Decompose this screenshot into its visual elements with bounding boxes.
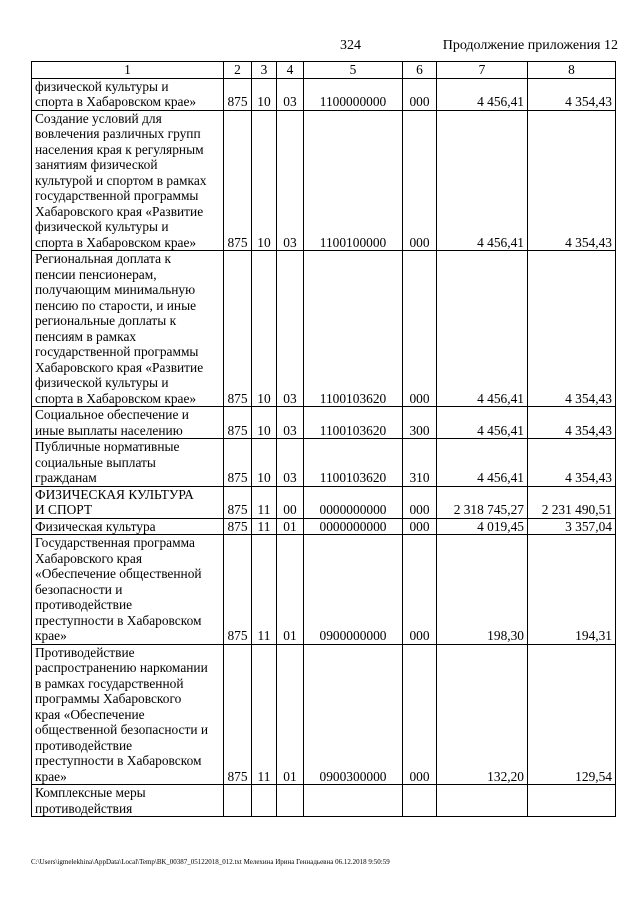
cell-c7: 4 456,41 xyxy=(437,78,528,110)
column-header-6: 6 xyxy=(403,62,437,79)
row-name-line: противодействие xyxy=(35,737,133,753)
row-name-line: государственной программы xyxy=(35,344,199,359)
row-name-line: распространению наркомании xyxy=(35,660,208,675)
column-header-3: 3 xyxy=(252,62,277,79)
cell-c4: 03 xyxy=(277,251,304,407)
cell-c4: 01 xyxy=(277,644,304,785)
cell-c7: 4 456,41 xyxy=(437,251,528,407)
row-name-line: преступности в Хабаровском xyxy=(35,612,202,628)
cell-c3: 10 xyxy=(252,407,277,439)
column-header-7: 7 xyxy=(437,62,528,79)
row-name-line: физической культуры и xyxy=(35,78,169,94)
cell-c2: 875 xyxy=(224,535,252,645)
cell-c6: 000 xyxy=(403,78,437,110)
cell-c8: 4 354,43 xyxy=(528,251,616,407)
cell-c8: 4 354,43 xyxy=(528,407,616,439)
row-name-line: Физическая культура xyxy=(35,518,156,534)
row-name-line: иные выплаты населению xyxy=(35,422,183,438)
row-name-line: в рамках государственной xyxy=(35,675,184,691)
file-path-footer: C:\Users\igmelekhina\AppData\Local\Temp\ВК_00387_05122018_012.txt Мелехина Ирина Геннадьевна 06.12.2018 9:50:59 xyxy=(31,858,390,866)
cell-c5: 1100100000 xyxy=(304,110,403,251)
row-name-line: края «Обеспечение xyxy=(35,706,145,722)
cell-c6: 000 xyxy=(403,251,437,407)
row-name xyxy=(32,518,224,535)
cell-c6: 310 xyxy=(403,439,437,487)
cell-c4: 03 xyxy=(277,78,304,110)
cell-c2 xyxy=(224,785,252,817)
cell-c6: 000 xyxy=(403,644,437,785)
row-name-line: спорта в Хабаровском крае» xyxy=(35,234,197,250)
row-name-line: И СПОРТ xyxy=(35,502,93,517)
row-name-line: пенсию по старости, и иные xyxy=(35,297,197,313)
table-row xyxy=(32,644,616,785)
row-name-line: Комплексные меры xyxy=(35,785,146,800)
cell-c3: 10 xyxy=(252,439,277,487)
row-name-line: Государственная программа xyxy=(35,535,195,550)
row-name-line: Хабаровского края «Развитие xyxy=(35,203,204,219)
row-name-line: Противодействие xyxy=(35,644,135,660)
cell-c8: 2 231 490,51 xyxy=(528,486,616,518)
row-name-line: Публичные нормативные xyxy=(35,439,180,454)
cell-c4: 00 xyxy=(277,486,304,518)
cell-c3: 11 xyxy=(252,644,277,785)
table-row xyxy=(32,486,616,518)
row-name-line: «Обеспечение общественной xyxy=(35,566,202,581)
cell-c5: 0900000000 xyxy=(304,535,403,645)
cell-c2: 875 xyxy=(224,644,252,785)
cell-c7: 4 456,41 xyxy=(437,439,528,487)
column-header-2: 2 xyxy=(224,62,252,79)
cell-c2: 875 xyxy=(224,486,252,518)
row-name-line: крае» xyxy=(35,628,67,643)
table-row xyxy=(32,518,616,535)
budget-table xyxy=(31,61,616,817)
column-header-5: 5 xyxy=(304,62,403,79)
cell-c5: 0000000000 xyxy=(304,518,403,535)
column-header-8: 8 xyxy=(528,62,616,79)
row-name-line: противодействия xyxy=(35,800,133,816)
cell-c4: 01 xyxy=(277,518,304,535)
cell-c2: 875 xyxy=(224,110,252,251)
row-name-line: вовлечения различных групп xyxy=(35,126,201,141)
cell-c8: 4 354,43 xyxy=(528,78,616,110)
row-name-line: социальные выплаты xyxy=(35,454,156,470)
row-name xyxy=(32,439,224,487)
cell-c6 xyxy=(403,785,437,817)
cell-c3: 11 xyxy=(252,486,277,518)
cell-c8: 129,54 xyxy=(528,644,616,785)
cell-c4: 01 xyxy=(277,535,304,645)
cell-c7: 2 318 745,27 xyxy=(437,486,528,518)
row-name-line: программы Хабаровского xyxy=(35,691,182,706)
cell-c8 xyxy=(528,785,616,817)
row-name-line: физической культуры и xyxy=(35,219,169,234)
row-name-line: пенсиям в рамках xyxy=(35,328,137,344)
cell-c5: 1100000000 xyxy=(304,78,403,110)
cell-c3 xyxy=(252,785,277,817)
table-row xyxy=(32,407,616,439)
table-row xyxy=(32,78,616,110)
row-name-line: безопасности и xyxy=(35,581,123,597)
cell-c6: 000 xyxy=(403,535,437,645)
row-name-line: ФИЗИЧЕСКАЯ КУЛЬТУРА xyxy=(35,486,194,502)
cell-c2: 875 xyxy=(224,407,252,439)
row-name xyxy=(32,535,224,645)
cell-c5: 1100103620 xyxy=(304,439,403,487)
row-name-line: Создание условий для xyxy=(35,110,162,126)
cell-c4: 03 xyxy=(277,407,304,439)
cell-c6: 000 xyxy=(403,110,437,251)
cell-c8: 4 354,43 xyxy=(528,110,616,251)
cell-c3: 10 xyxy=(252,251,277,407)
cell-c7: 4 456,41 xyxy=(437,110,528,251)
cell-c7: 198,30 xyxy=(437,535,528,645)
row-name xyxy=(32,486,224,518)
row-name-line: спорта в Хабаровском крае» xyxy=(35,94,197,109)
cell-c5: 0900300000 xyxy=(304,644,403,785)
row-name-line: получающим минимальную xyxy=(35,282,196,297)
cell-c2: 875 xyxy=(224,439,252,487)
table-row xyxy=(32,439,616,487)
row-name-line: государственной программы xyxy=(35,188,199,203)
cell-c4: 03 xyxy=(277,110,304,251)
cell-c3: 11 xyxy=(252,518,277,535)
row-name-line: пенсии пенсионерам, xyxy=(35,266,157,282)
cell-c7: 4 019,45 xyxy=(437,518,528,535)
cell-c3: 11 xyxy=(252,535,277,645)
row-name-line: физической культуры и xyxy=(35,375,169,390)
row-name xyxy=(32,78,224,110)
column-header-1: 1 xyxy=(32,62,224,79)
cell-c7: 132,20 xyxy=(437,644,528,785)
column-header-4: 4 xyxy=(277,62,304,79)
cell-c6: 000 xyxy=(403,486,437,518)
row-name-line: спорта в Хабаровском крае» xyxy=(35,390,197,406)
row-name-line: преступности в Хабаровском xyxy=(35,753,202,768)
cell-c2: 875 xyxy=(224,251,252,407)
row-name xyxy=(32,644,224,785)
cell-c4 xyxy=(277,785,304,817)
row-name-line: Региональная доплата к xyxy=(35,251,171,266)
page-number: 324 xyxy=(340,38,361,53)
row-name-line: культурой и спортом в рамках xyxy=(35,172,207,188)
header-row xyxy=(32,62,616,79)
cell-c8: 4 354,43 xyxy=(528,439,616,487)
cell-c6: 300 xyxy=(403,407,437,439)
cell-c5: 1100103620 xyxy=(304,407,403,439)
row-name-line: общественной безопасности и xyxy=(35,722,208,737)
cell-c2: 875 xyxy=(224,518,252,535)
row-name xyxy=(32,110,224,251)
cell-c8: 194,31 xyxy=(528,535,616,645)
row-name-line: Хабаровского края xyxy=(35,550,142,566)
table-row xyxy=(32,535,616,645)
cell-c5 xyxy=(304,785,403,817)
row-name xyxy=(32,251,224,407)
cell-c3: 10 xyxy=(252,110,277,251)
row-name xyxy=(32,785,224,817)
row-name-line: населения края к регулярным xyxy=(35,141,204,157)
row-name-line: Хабаровского края «Развитие xyxy=(35,359,204,375)
row-name-line: региональные доплаты к xyxy=(35,313,177,328)
cell-c5: 0000000000 xyxy=(304,486,403,518)
cell-c6: 000 xyxy=(403,518,437,535)
row-name-line: Социальное обеспечение и xyxy=(35,407,189,422)
cell-c7: 4 456,41 xyxy=(437,407,528,439)
cell-c3: 10 xyxy=(252,78,277,110)
continuation-label: Продолжение приложения 12 xyxy=(442,38,618,53)
row-name-line: гражданам xyxy=(35,470,97,485)
table-row xyxy=(32,251,616,407)
cell-c4: 03 xyxy=(277,439,304,487)
cell-c7 xyxy=(437,785,528,817)
cell-c8: 3 357,04 xyxy=(528,518,616,535)
table-row xyxy=(32,110,616,251)
row-name-line: крае» xyxy=(35,768,67,784)
table-row xyxy=(32,785,616,817)
cell-c5: 1100103620 xyxy=(304,251,403,407)
cell-c2: 875 xyxy=(224,78,252,110)
row-name-line: занятиям физической xyxy=(35,157,158,172)
row-name xyxy=(32,407,224,439)
row-name-line: противодействие xyxy=(35,597,133,612)
